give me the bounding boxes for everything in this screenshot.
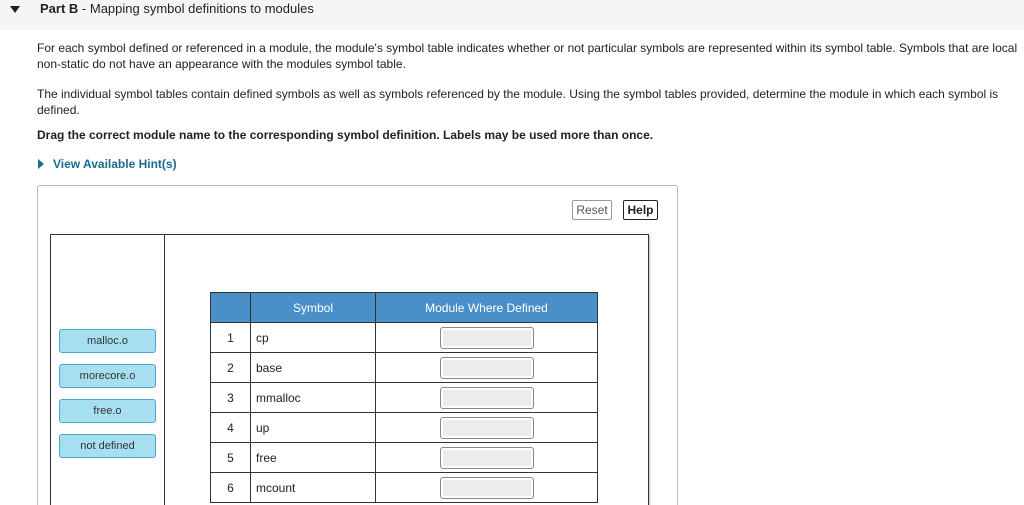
expand-arrow-icon <box>38 159 44 169</box>
header-symbol: Symbol <box>251 293 376 323</box>
table-row <box>211 413 598 443</box>
drop-target[interactable] <box>440 417 534 439</box>
table-row <box>211 443 598 473</box>
table-row <box>211 353 598 383</box>
row-number: 3 <box>211 383 251 413</box>
label-tile-free[interactable]: free.o <box>59 399 156 423</box>
table-row <box>211 473 598 503</box>
instruction-paragraph-1: For each symbol defined or referenced in a module, the module's symbol table indicates whether or not particular symbols are represented within its symbol table. Symbols that are local non-static do not have an appearance with the modules symbol table. <box>37 41 1018 71</box>
header-num <box>211 293 251 323</box>
drop-target[interactable] <box>440 327 534 349</box>
drop-target[interactable] <box>440 357 534 379</box>
view-hints-label[interactable]: View Available Hint(s) <box>53 157 177 171</box>
label-column-divider <box>164 234 165 505</box>
collapse-triangle-icon[interactable] <box>10 6 20 13</box>
title-separator: - <box>78 1 90 16</box>
row-number: 5 <box>211 443 251 473</box>
part-prefix: Part B <box>40 1 79 16</box>
row-symbol: mmalloc <box>251 383 376 413</box>
header-module: Module Where Defined <box>376 293 598 323</box>
reset-button[interactable]: Reset <box>572 200 612 220</box>
label-tile-malloc[interactable]: malloc.o <box>59 329 156 353</box>
row-symbol: free <box>251 443 376 473</box>
table-row <box>211 323 598 353</box>
view-hints-toggle[interactable] <box>38 156 177 172</box>
label-tile-morecore[interactable]: morecore.o <box>59 364 156 388</box>
drop-target[interactable] <box>440 387 534 409</box>
drop-target[interactable] <box>440 447 534 469</box>
drop-target[interactable] <box>440 477 534 499</box>
row-symbol: cp <box>251 323 376 353</box>
part-title <box>40 1 314 17</box>
instruction-paragraph-3: Drag the correct module name to the corresponding symbol definition. Labels may be used more than once. <box>37 128 654 142</box>
part-header[interactable] <box>0 0 1024 30</box>
row-number: 1 <box>211 323 251 353</box>
row-symbol: base <box>251 353 376 383</box>
row-number: 6 <box>211 473 251 503</box>
table-header-row <box>211 293 598 323</box>
row-number: 2 <box>211 353 251 383</box>
label-tile-not-defined[interactable]: not defined <box>59 434 156 458</box>
row-symbol: mcount <box>251 473 376 503</box>
instruction-paragraph-2: The individual symbol tables contain defined symbols as well as symbols referenced by the module. Using the symbol tables provided, determine the module in which each symbol is defined. <box>37 87 999 117</box>
row-number: 4 <box>211 413 251 443</box>
row-symbol: up <box>251 413 376 443</box>
help-button[interactable]: Help <box>623 200 658 220</box>
table-row <box>211 383 598 413</box>
symbol-table <box>210 292 598 503</box>
part-title-text: Mapping symbol definitions to modules <box>89 1 314 16</box>
